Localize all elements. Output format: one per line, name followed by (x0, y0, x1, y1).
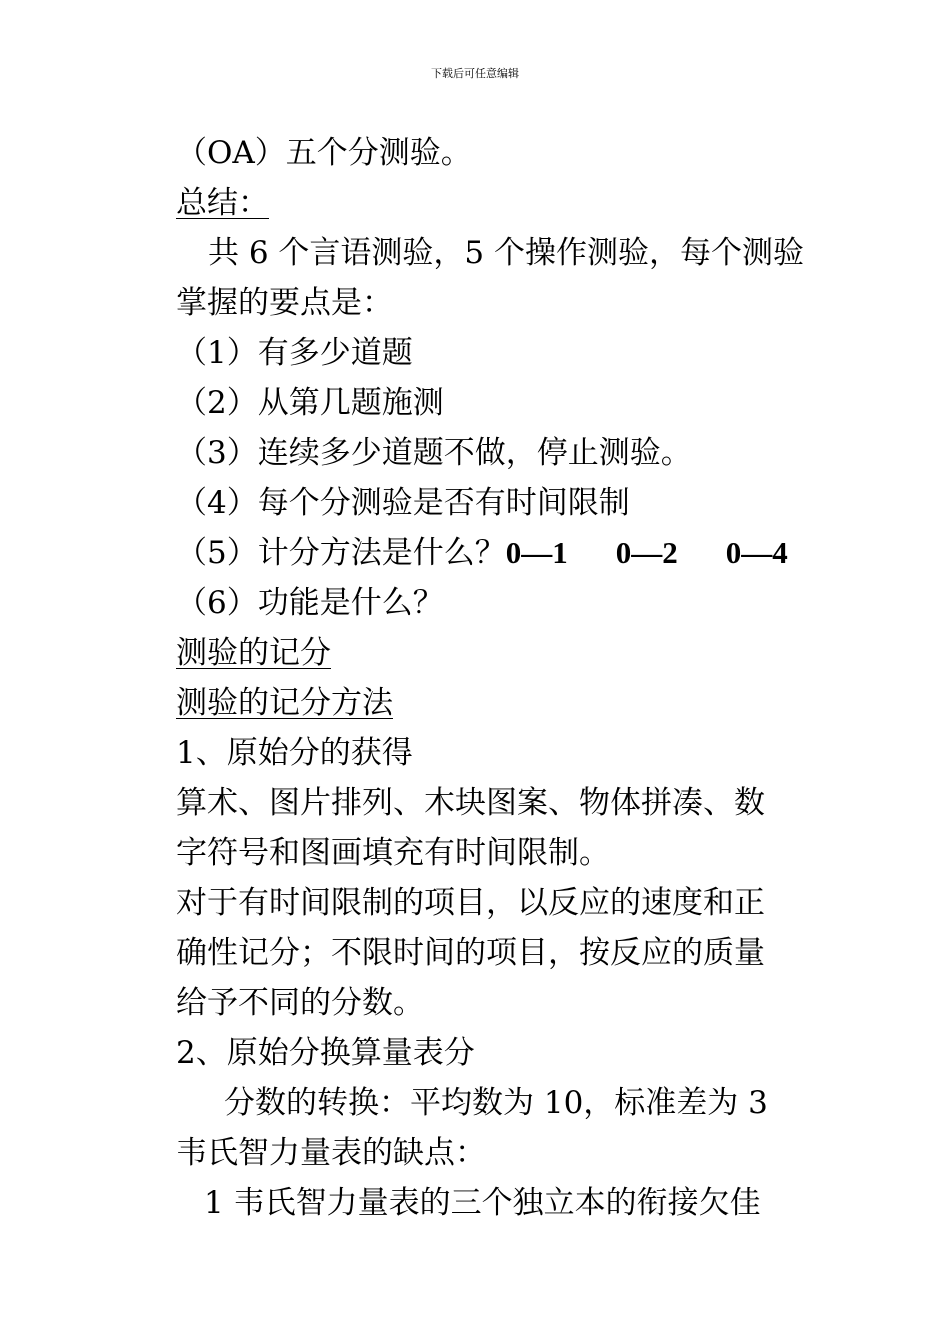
list-item-5 (176, 528, 816, 578)
subheading-scale-score: 2、原始分换算量表分 (176, 1035, 475, 1071)
text-line-drawback-1: 1 韦氏智力量表的三个独立本的衔接欠佳 (204, 1185, 761, 1221)
paragraph-scoring-rule-3: 给予不同的分数。 (176, 985, 424, 1021)
list-item-2: （2）从第几题施测 (176, 385, 444, 421)
text-line-oa-subtests: （OA）五个分测验。 (176, 135, 472, 171)
score-range-c: 0—4 (725, 535, 788, 570)
paragraph-scoring-rule-1: 对于有时间限制的项目，以反应的速度和正 (176, 885, 765, 921)
document-body (176, 128, 816, 1228)
subheading-raw-score: 1、原始分的获得 (176, 735, 413, 771)
section-heading-scoring-method-text: 测验的记分方法 (176, 685, 393, 721)
text-line-score-conversion: 分数的转换：平均数为 10，标准差为 3 (224, 1085, 768, 1121)
paragraph-scoring-rule-2: 确性记分；不限时间的项目，按反应的质量 (176, 935, 765, 971)
score-range-b: 0—2 (615, 535, 678, 570)
summary-heading-text: 总结： (176, 185, 269, 221)
page-header: 下载后可任意编辑 (431, 67, 519, 80)
score-range-a: 0—1 (505, 535, 568, 570)
list-item-6: （6）功能是什么？ (176, 585, 444, 621)
list-item-5-text: （5）计分方法是什么？ (176, 535, 506, 571)
paragraph-timed-tests-1: 算术、图片排列、木块图案、物体拼凑、数 (176, 785, 765, 821)
paragraph-timed-tests-2: 字符号和图画填充有时间限制。 (176, 835, 610, 871)
summary-heading (176, 178, 816, 228)
text-line-key-points: 掌握的要点是： (176, 285, 393, 321)
list-item-4: （4）每个分测验是否有时间限制 (176, 485, 630, 521)
list-item-1: （1）有多少道题 (176, 335, 413, 371)
subheading-drawbacks: 韦氏智力量表的缺点： (176, 1135, 486, 1171)
section-heading-scoring-method (176, 678, 816, 728)
text-line-test-counts: 共 6 个言语测验，5 个操作测验，每个测验 (208, 235, 805, 271)
section-heading-scoring-text: 测验的记分 (176, 635, 331, 671)
section-heading-scoring (176, 628, 816, 678)
list-item-3: （3）连续多少道题不做，停止测验。 (176, 435, 692, 471)
